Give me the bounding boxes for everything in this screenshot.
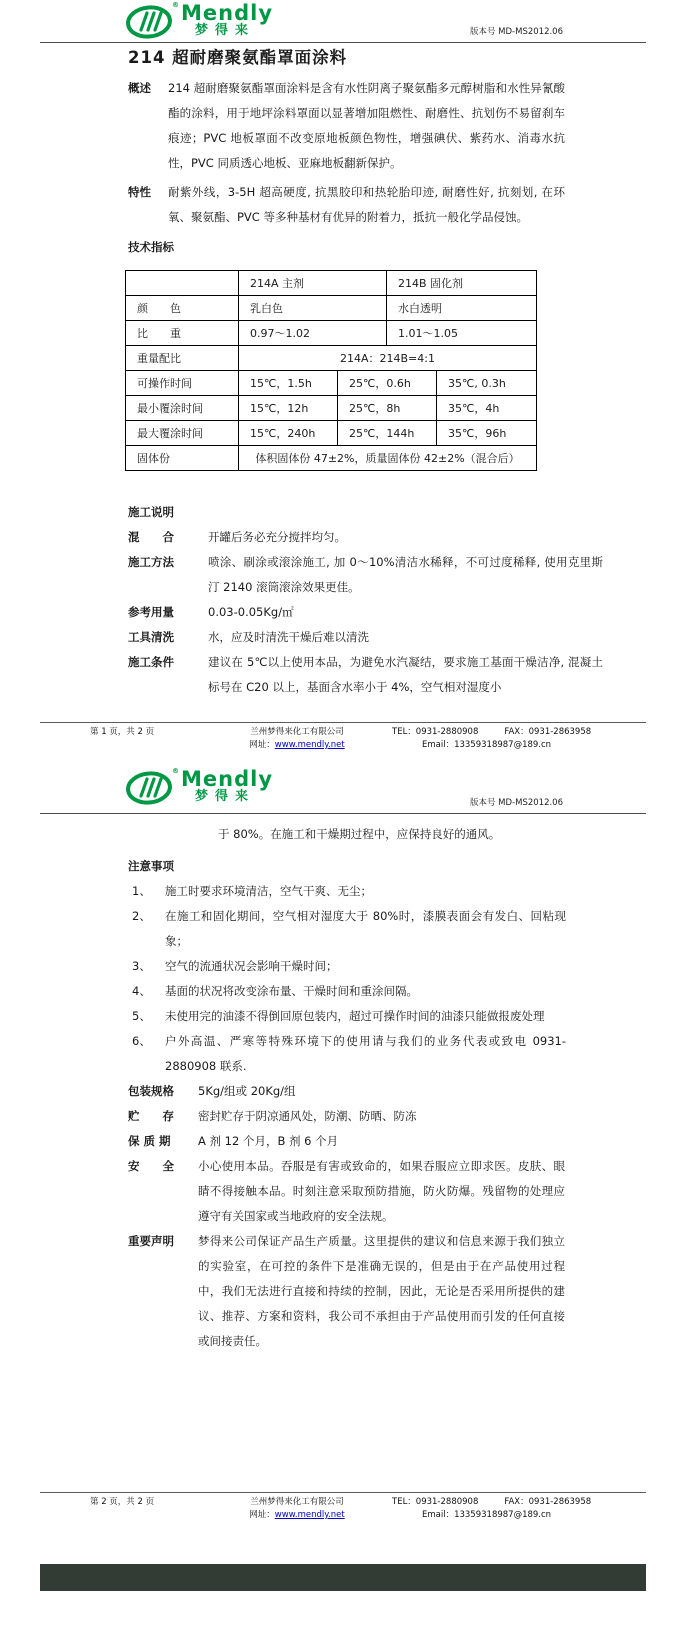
note-text: 空气的流通状况会影响干燥时间； — [165, 959, 338, 973]
item-text: 建议在 5℃以上使用本品，为避免水汽凝结，要求施工基面干燥洁净, 混凝土标号在 C20 以上，基面含水率小于 4%，空气相对湿度小 — [208, 655, 603, 694]
cell-value: 水白透明 — [398, 302, 442, 315]
construction-heading: 施工说明 — [128, 505, 174, 519]
logo-wordmark: Mendly — [181, 767, 274, 791]
construction-item-method — [128, 550, 603, 600]
logo-wordmark-block — [181, 3, 273, 39]
note-item-4 — [132, 979, 566, 1004]
row-label: 颜 色 — [126, 296, 239, 320]
cell-value: 15℃，12h — [239, 396, 338, 420]
item-label: 保 质 期 — [128, 1134, 171, 1148]
table-row-gravity — [126, 321, 536, 346]
logo-wordmark-cn: 梦得来 — [195, 789, 256, 804]
info-item-packaging — [128, 1079, 565, 1104]
page2-footer — [40, 1492, 646, 1522]
row-label: 比 重 — [126, 321, 239, 345]
page2-header — [40, 760, 646, 814]
page1-header — [40, 0, 646, 43]
mendly-logo — [125, 3, 273, 41]
row-label: 最大覆涂时间 — [126, 421, 239, 445]
website-link[interactable]: www.mendly.net — [274, 740, 345, 750]
website-line — [218, 739, 376, 752]
construction-item-conditions — [128, 650, 603, 700]
overview-text: 214 超耐磨聚氨酯罩面涂料是含有水性阴离子聚氨酯多元醇树脂和水性异氰酸酯的涂料，用于地坪涂料罩面以显著增加阻燃性、耐磨性、抗划伤不易留刹车痕迹；PVC 地板罩面不改变原地板颜色物性，增强碘伏、紫药水、消毒水抗性，PVC 同质透心地板、亚麻地板翻新保护。 — [168, 81, 565, 170]
note-number: 4、 — [132, 984, 151, 998]
page-1 — [0, 0, 687, 760]
note-number: 6、 — [132, 1034, 151, 1048]
info-item-shelf-life — [128, 1129, 565, 1154]
tel-number: TEL：0931-2880908 — [392, 727, 479, 737]
footer-company-block — [218, 1496, 376, 1522]
construction-item-dosage — [128, 600, 603, 625]
note-number: 5、 — [132, 1009, 151, 1023]
item-text: 密封贮存于阴凉通风处，防潮、防晒、防冻 — [198, 1109, 417, 1123]
website-label: 网址： — [249, 1510, 275, 1520]
item-label: 参考用量 — [128, 605, 174, 619]
continuation-text: 于 80%。在施工和干燥期过程中，应保持良好的通风。 — [218, 827, 501, 841]
notes-heading: 注意事项 — [128, 859, 174, 873]
note-text: 基面的状况将改变涂布量、干燥时间和重涂间隔。 — [165, 984, 418, 998]
tel-number: TEL：0931-2880908 — [392, 1497, 479, 1507]
note-number: 2、 — [132, 909, 151, 923]
logo-wordmark: Mendly — [181, 1, 274, 25]
logo-ellipse-icon — [125, 769, 177, 807]
item-text: 喷涂、刷涂或滚涂施工, 加 0～10%清洁水稀释，不可过度稀释, 使用克里斯汀 2140 滚筒滚涂效果更佳。 — [208, 555, 603, 594]
logo-wordmark-block — [181, 769, 273, 805]
table-row-ratio — [126, 346, 536, 371]
note-number: 1、 — [132, 884, 151, 898]
bottom-accent-bar — [40, 1564, 646, 1591]
note-text: 户外高温、严寒等特殊环境下的使用请与我们的业务代表或致电 0931-2880908 联系. — [165, 1034, 566, 1073]
item-text: 0.03-0.05Kg/㎡ — [208, 605, 294, 619]
note-text: 在施工和固化期间，空气相对湿度大于 80%时，漆膜表面会有发白、回粘现象； — [165, 909, 566, 948]
table-row-color — [126, 296, 536, 321]
item-label: 施工方法 — [128, 555, 174, 569]
row-label: 可操作时间 — [126, 371, 239, 395]
feature-label: 特性 — [128, 185, 151, 199]
fax-number: FAX：0931-2863958 — [504, 1497, 592, 1507]
col-header-214b: 214B 固化剂 — [398, 277, 464, 290]
row-label: 固体份 — [126, 446, 239, 470]
email-address: Email：13359318987@189.cn — [422, 740, 552, 750]
table-row-pot-life — [126, 371, 536, 396]
item-label: 包装规格 — [128, 1084, 174, 1098]
website-line — [218, 1509, 376, 1522]
note-item-1 — [132, 879, 566, 904]
item-label: 贮 存 — [128, 1109, 174, 1123]
item-text: 5Kg/组或 20Kg/组 — [198, 1084, 296, 1098]
item-label: 施工条件 — [128, 655, 174, 669]
item-text: 开罐后务必充分搅拌均匀。 — [208, 530, 346, 544]
section-overview — [128, 76, 565, 176]
footer-company-block — [218, 726, 376, 752]
company-name: 兰州梦得来化工有限公司 — [250, 727, 344, 737]
mendly-logo — [125, 769, 273, 807]
cell-value: 35℃，96h — [448, 427, 507, 440]
version-label: 版本号 MD-MS2012.06 — [469, 798, 563, 808]
info-item-safety — [128, 1154, 565, 1229]
tech-spec-heading: 技术指标 — [128, 240, 174, 254]
note-item-2 — [132, 904, 566, 954]
cell-value: 乳白色 — [239, 296, 387, 320]
note-item-5 — [132, 1004, 566, 1029]
phone-line — [392, 1496, 646, 1509]
construction-item-mixing — [128, 525, 603, 550]
item-text: 小心使用本品。吞服是有害或致命的，如果吞服应立即求医。皮肤、眼睛不得接触本品。时刻注意采取预防措施，防火防爆。残留物的处理应遵守有关国家或当地政府的安全法规。 — [198, 1159, 565, 1223]
website-label: 网址： — [249, 740, 275, 750]
item-label: 工具清洗 — [128, 630, 174, 644]
page-title: 214 超耐磨聚氨酯罩面涂料 — [128, 48, 348, 67]
cell-value: 15℃，1.5h — [239, 371, 338, 395]
footer-contact-block — [376, 726, 646, 752]
cell-value: 25℃，8h — [338, 396, 437, 420]
table-row-max-recoat — [126, 421, 536, 446]
item-text: A 剂 12 个月，B 剂 6 个月 — [198, 1134, 339, 1148]
construction-item-cleaning — [128, 625, 603, 650]
cell-value: 35℃, 0.3h — [448, 376, 506, 390]
page-number-info: 第 1 页，共 2 页 — [90, 727, 155, 737]
phone-line — [392, 726, 646, 739]
footer-contact-block — [376, 1496, 646, 1522]
table-corner-cell — [126, 271, 239, 295]
info-list — [128, 1079, 646, 1354]
registered-mark-icon: ® — [172, 1, 179, 9]
feature-text: 耐紫外线，3-5H 超高硬度, 抗黑胶印和热轮胎印迹, 耐磨性好, 抗刻划, 在环氧、聚氨酯、PVC 等多种基材有优异的附着力，抵抗一般化学品侵蚀。 — [168, 185, 565, 224]
fax-number: FAX：0931-2863958 — [504, 727, 592, 737]
version-label: 版本号 MD-MS2012.06 — [469, 27, 563, 37]
row-label: 重量配比 — [126, 346, 239, 370]
notes-list — [132, 879, 646, 1079]
cell-value: 35℃，4h — [448, 402, 500, 415]
note-item-6 — [132, 1029, 566, 1079]
website-link[interactable]: www.mendly.net — [274, 1510, 345, 1520]
row-label: 最小覆涂时间 — [126, 396, 239, 420]
company-name: 兰州梦得来化工有限公司 — [250, 1497, 344, 1507]
cell-value: 214A：214B=4:1 — [340, 352, 435, 365]
page1-footer — [40, 722, 646, 752]
overview-label: 概述 — [128, 81, 151, 95]
table-row-solids — [126, 446, 536, 470]
page-number-info: 第 2 页，共 2 页 — [90, 1497, 155, 1507]
cell-value: 体积固体份 47±2%，质量固体份 42±2%（混合后） — [255, 452, 520, 465]
info-item-storage — [128, 1104, 565, 1129]
item-text: 水，应及时清洗干燥后难以清洗 — [208, 630, 369, 644]
page-2 — [0, 760, 687, 1638]
item-label: 重要声明 — [128, 1234, 174, 1248]
spec-table — [125, 270, 537, 471]
section-feature — [128, 180, 565, 230]
cell-value: 25℃，144h — [338, 421, 437, 445]
note-text: 未使用完的油漆不得倒回原包装内，超过可操作时间的油漆只能做报废处理 — [165, 1009, 545, 1023]
registered-mark-icon: ® — [172, 767, 179, 775]
cell-value: 15℃，240h — [239, 421, 338, 445]
cell-value: 0.97～1.02 — [239, 321, 387, 345]
construction-list — [128, 525, 646, 700]
info-item-disclaimer — [128, 1229, 565, 1354]
table-row-min-recoat — [126, 396, 536, 421]
email-address: Email：13359318987@189.cn — [422, 1510, 552, 1520]
note-item-3 — [132, 954, 566, 979]
note-text: 施工时要求环境清洁，空气干爽、无尘； — [165, 884, 372, 898]
col-header-214a: 214A 主剂 — [239, 271, 387, 295]
item-label: 混 合 — [128, 530, 174, 544]
table-header-row — [126, 271, 536, 296]
logo-ellipse-icon — [125, 3, 177, 41]
logo-wordmark-cn: 梦得来 — [195, 23, 256, 38]
item-text: 梦得来公司保证产品生产质量。这里提供的建议和信息来源于我们独立的实验室，在可控的条件下是准确无误的，但是由于在产品使用过程中，我们无法进行直接和持续的控制，因此，无论是否采用所提供的建议、推荐、方案和资料，我公司不承担由于产品使用而引发的任何直接或间接责任。 — [198, 1234, 565, 1348]
cell-value: 25℃，0.6h — [338, 371, 437, 395]
note-number: 3、 — [132, 959, 151, 973]
cell-value: 1.01～1.05 — [398, 327, 458, 340]
item-label: 安 全 — [128, 1159, 174, 1173]
